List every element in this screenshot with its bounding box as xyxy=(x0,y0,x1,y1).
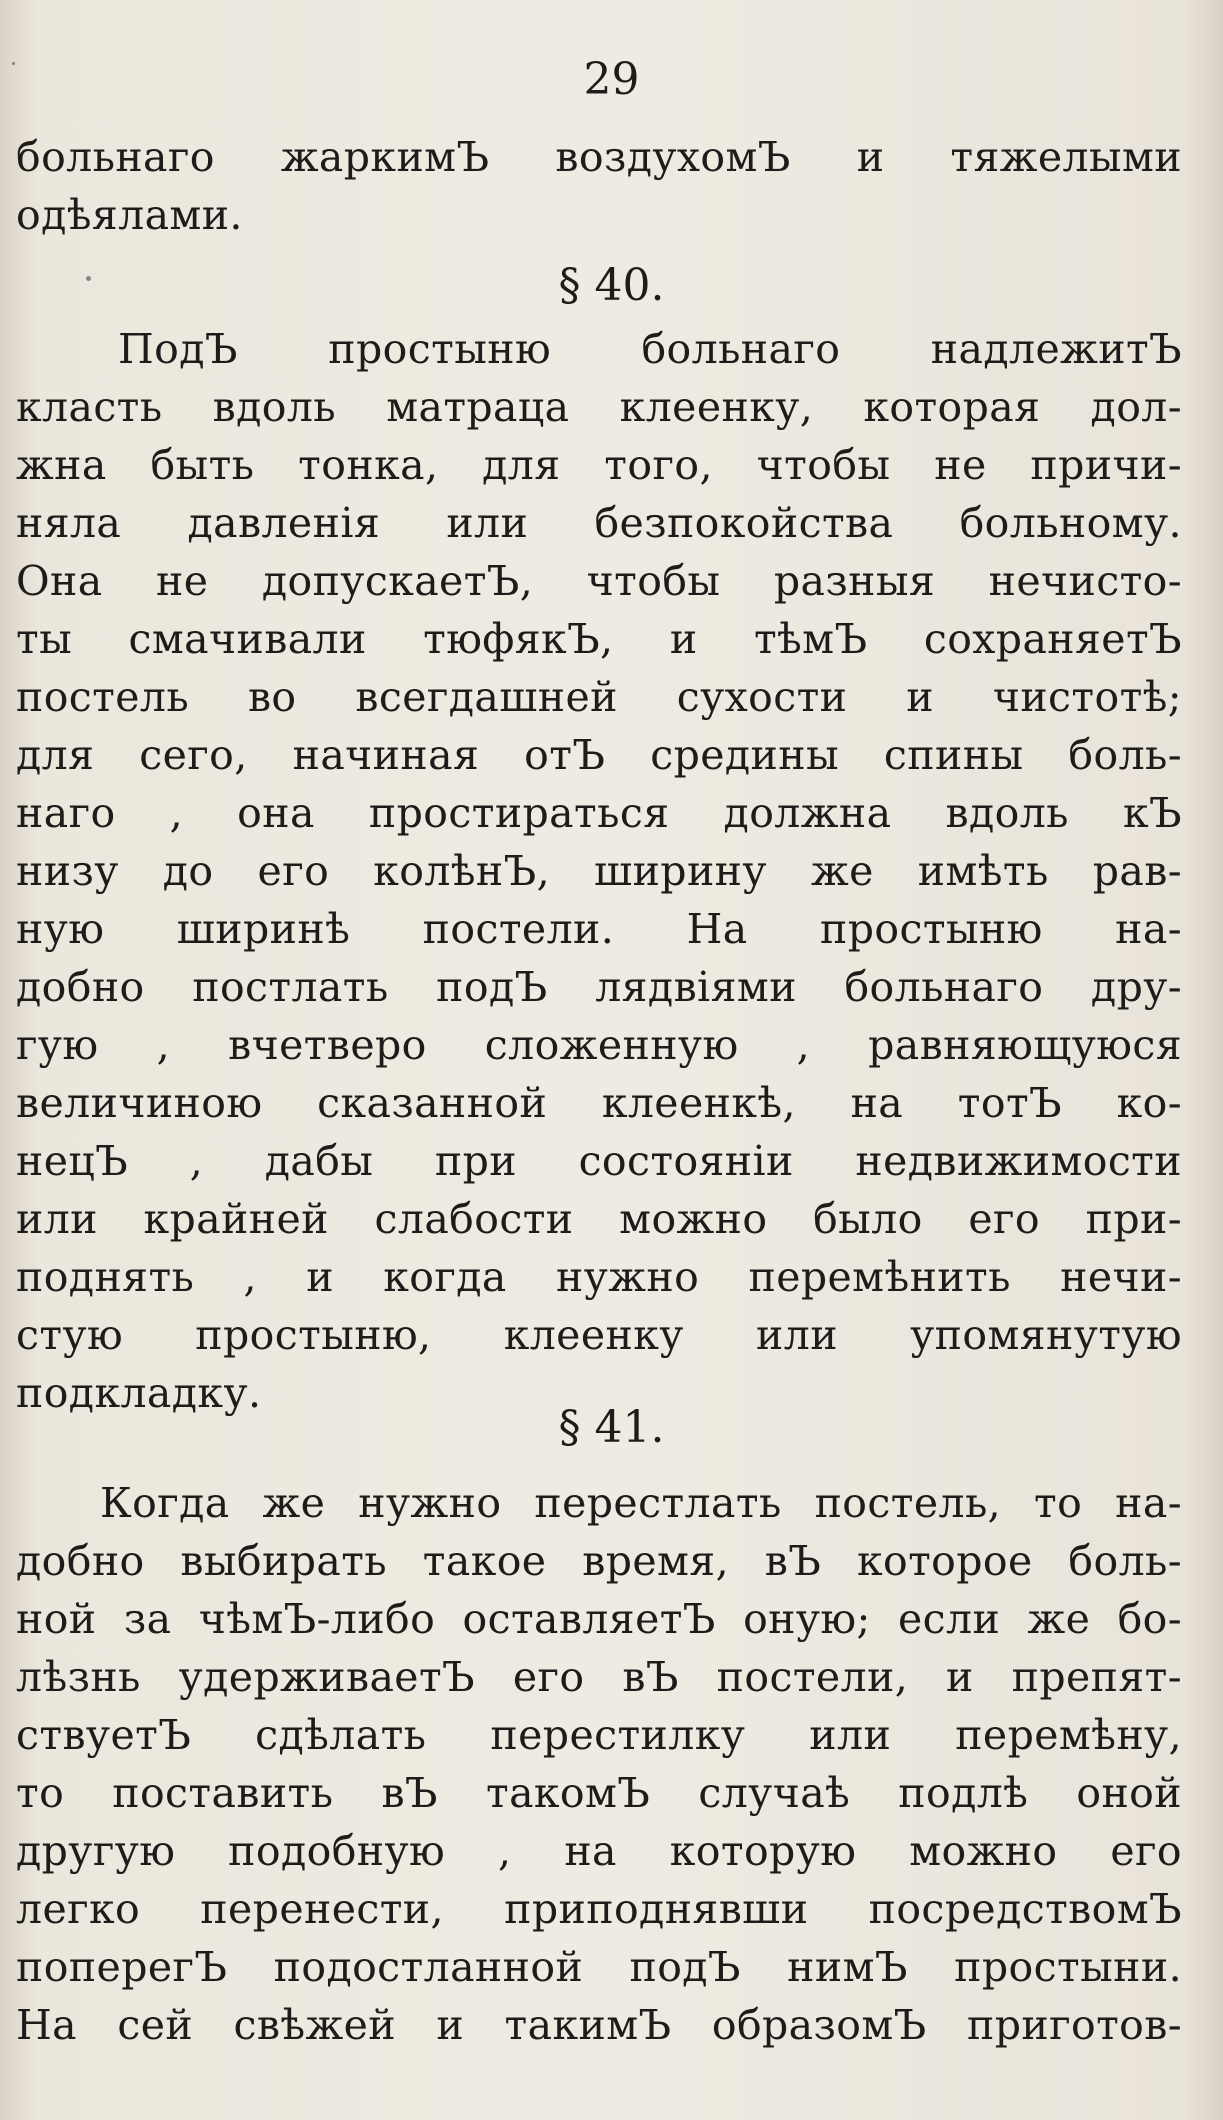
text-line: Она не допускаетЪ, чтобы разныя нечисто- xyxy=(16,557,1182,605)
text-line: легко перенести, приподнявши посредствомЪ xyxy=(16,1885,1182,1933)
text-line: ной за чѣмЪ-либо оставляетЪ оную; если же бо- xyxy=(16,1595,1182,1643)
text-line: класть вдоль матраца клеенку, которая дол- xyxy=(16,383,1182,431)
section-heading-41: § 41. xyxy=(558,1402,665,1453)
text-line: одѣялами. xyxy=(16,191,243,239)
ink-speck xyxy=(86,276,91,281)
text-line: няла давленія или безпокойства больному. xyxy=(16,499,1182,547)
text-line: поднять , и когда нужно перемѣнить нечи- xyxy=(16,1253,1182,1301)
text-line: для сего, начиная отЪ средины спины боль- xyxy=(16,731,1182,779)
text-line: другую подобную , на которую можно его xyxy=(16,1827,1182,1875)
ink-speck xyxy=(12,62,15,65)
text-line: низу до его колѣнЪ, ширину же имѣть рав- xyxy=(16,847,1182,895)
text-line: стую простыню, клеенку или упомянутую xyxy=(16,1311,1182,1359)
text-line: то поставить вЪ такомЪ случаѣ подлѣ оной xyxy=(16,1769,1182,1817)
text-line: добно выбирать такое время, вЪ которое боль- xyxy=(16,1537,1182,1585)
text-line: нецЪ , дабы при состояніи недвижимости xyxy=(16,1137,1182,1185)
text-line: поперегЪ подостланной подЪ нимЪ простыни. xyxy=(16,1943,1182,1991)
text-line: жна быть тонка, для того, чтобы не причи- xyxy=(16,441,1182,489)
section-heading-40: § 40. xyxy=(558,260,665,311)
page-number: 29 xyxy=(583,54,640,105)
text-line: лѣзнь удерживаетЪ его вЪ постели, и препят- xyxy=(16,1653,1182,1701)
text-line: или крайней слабости можно было его при- xyxy=(16,1195,1182,1243)
text-line: наго , она простираться должна вдоль кЪ xyxy=(16,789,1182,837)
text-line: величиною сказанной клеенкѣ, на тотЪ ко- xyxy=(16,1079,1182,1127)
text-line: постель во всегдашней сухости и чистотѣ; xyxy=(16,673,1182,721)
text-line: больнаго жаркимЪ воздухомЪ и тяжелыми xyxy=(16,133,1182,181)
text-line: ную ширинѣ постели. На простыню на- xyxy=(16,905,1182,953)
text-line: ПодЪ простыню больнаго надлежитЪ xyxy=(118,325,1182,373)
text-line: ты смачивали тюфякЪ, и тѣмЪ сохраняетЪ xyxy=(16,615,1182,663)
text-line: подкладку. xyxy=(16,1369,262,1417)
text-line: гую , вчетверо сложенную , равняющуюся xyxy=(16,1021,1182,1069)
text-line: На сей свѣжей и такимЪ образомЪ приготов- xyxy=(16,2001,1182,2049)
text-line: ствуетЪ сдѣлать перестилку или перемѣну, xyxy=(16,1711,1182,1759)
text-line: добно постлать подЪ лядвіями больнаго дру- xyxy=(16,963,1182,1011)
text-line: Когда же нужно перестлать постель, то на- xyxy=(100,1479,1182,1527)
